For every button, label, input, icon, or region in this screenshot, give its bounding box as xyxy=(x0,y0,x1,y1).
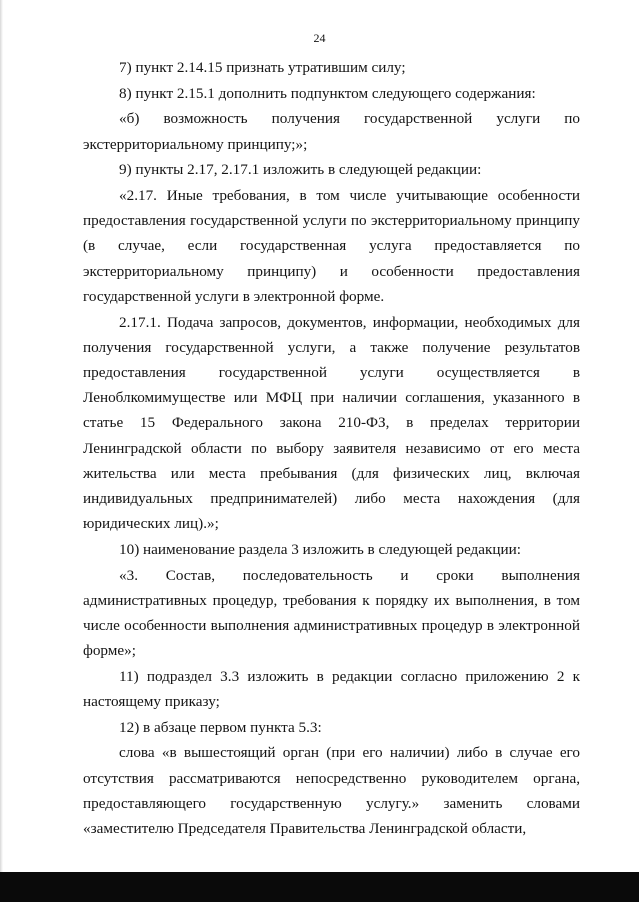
page-number: 24 xyxy=(313,31,326,45)
paragraph-item-9: 9) пункты 2.17, 2.17.1 изложить в следующей редакции: xyxy=(119,161,482,179)
paragraph-replacement-words: слова «в вышестоящий орган (при его наличии) либо в случае его отсутствия рассматриваются непосредственно руководителем органа, предоставляющего государственную услугу.» заменить словами «заместителю Председателя Правительства Ленинградской области, xyxy=(83,744,580,838)
paragraph-item-8: 8) пункт 2.15.1 дополнить подпунктом следующего содержания: xyxy=(119,84,536,102)
paragraph-item-10: 10) наименование раздела 3 изложить в следующей редакции: xyxy=(119,540,521,558)
paragraph-item-12: 12) в абзаце первом пункта 5.3: xyxy=(119,718,322,736)
scan-edge-shadow xyxy=(0,0,3,872)
paragraph-subclause-6: «б) возможность получения государственной услуги по экстерриториальному принципу;»; xyxy=(83,110,580,153)
paragraph-clause-2-17: «2.17. Иные требования, в том числе учитывающие особенности предоставления государственной услуги по экстерриториальному принципу (в случае, если государственная услуга предоставляется по экстерриториальному принципу) и особенности предоставления государственной услуги в электронной форме. xyxy=(83,187,580,305)
paragraph-section-3-title: «3. Состав, последовательность и сроки выполнения административных процедур, требования к порядку их выполнения, в том числе особенности выполнения административных процедур в электронной форме»; xyxy=(83,566,580,660)
paragraph-item-11: 11) подраздел 3.3 изложить в редакции согласно приложению 2 к настоящему приказу; xyxy=(83,667,580,711)
paragraph-clause-2-17-1: 2.17.1. Подача запросов, документов, информации, необходимых для получения государственной услуги, а также получение результатов предоставления государственной услуги осуществляется в Леноблкомимуществе или МФЦ при наличии соглашения, указанного в статье 15 Федерального закона 210-ФЗ, в пределах территории Ленинградской области по выбору заявителя независимо от его места жительства или места пребывания (для физических лиц, включая индивидуальных предпринимателей) либо места нахождения (для юридических лиц).»; xyxy=(83,313,580,533)
paragraph-item-7: 7) пункт 2.14.15 признать утратившим силу; xyxy=(119,59,406,76)
document-body xyxy=(83,55,580,841)
scan-bottom-border xyxy=(0,872,639,902)
